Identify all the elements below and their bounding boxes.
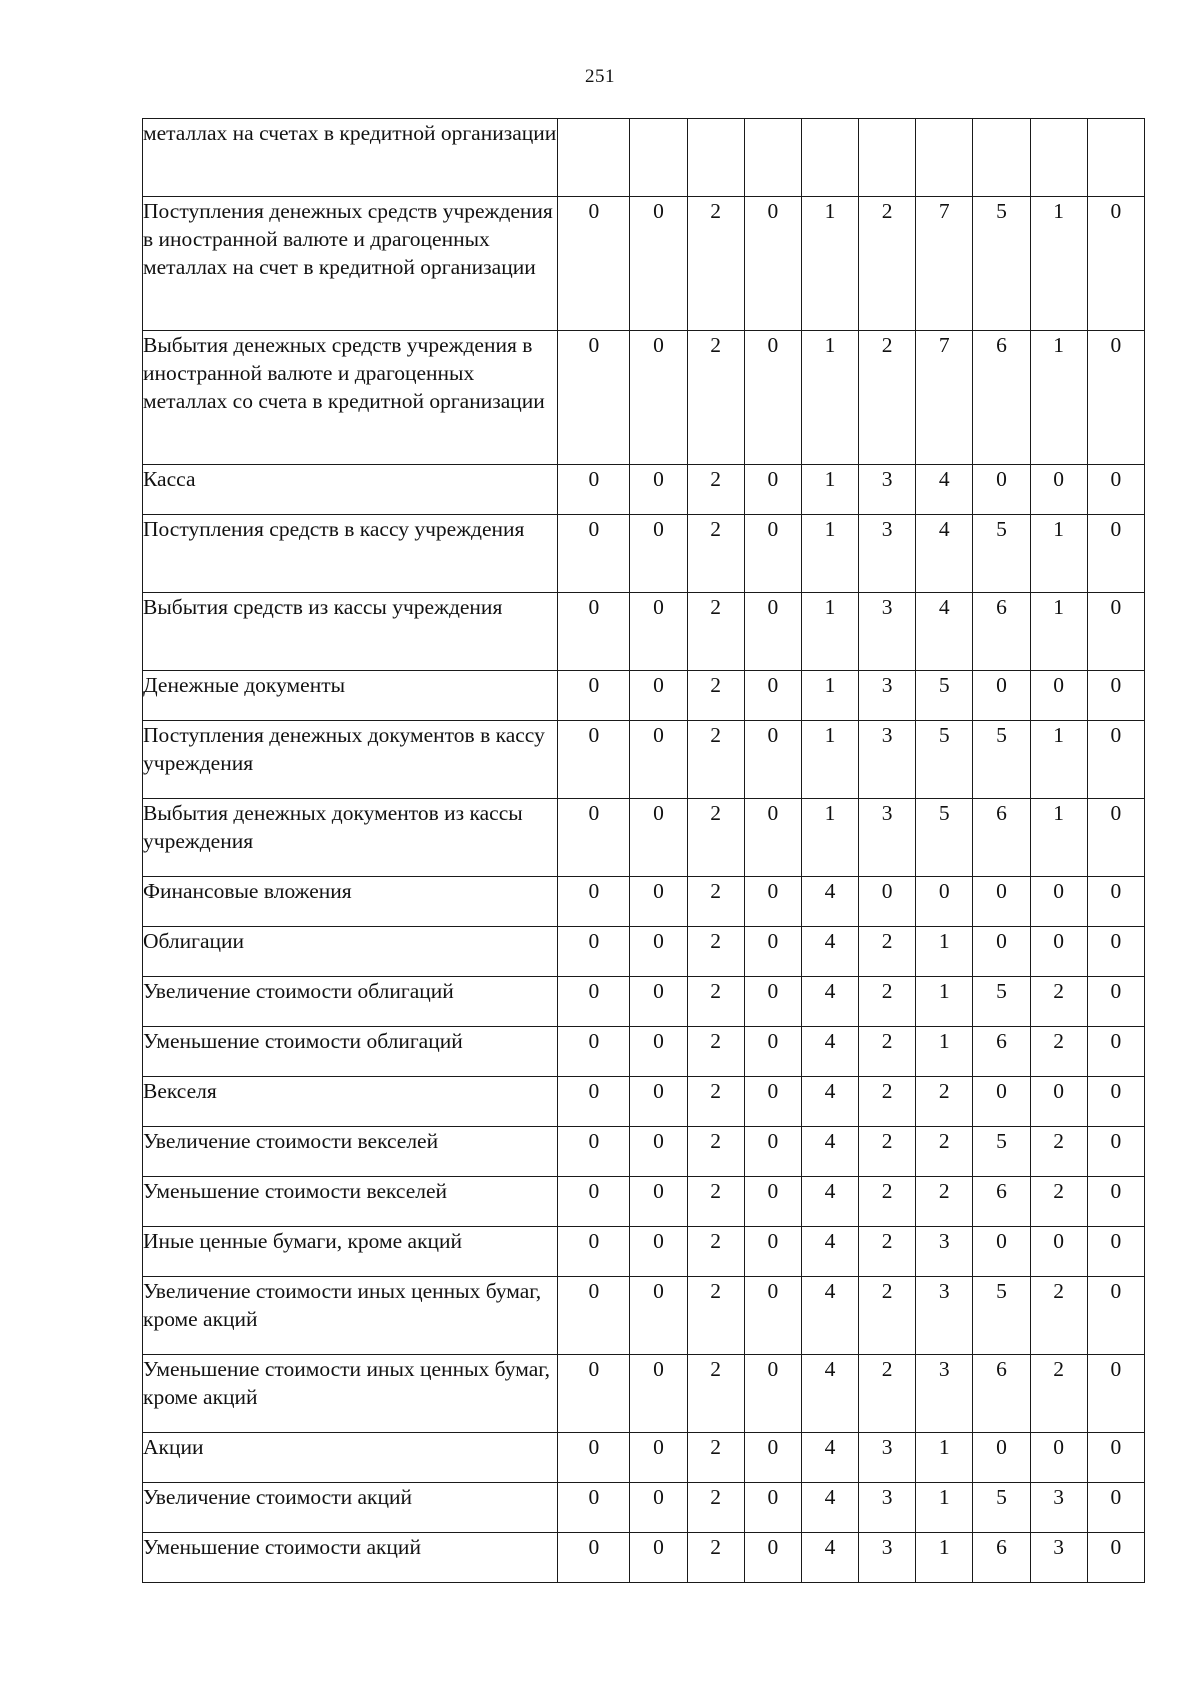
account-code-digit-cell: 0	[1087, 197, 1144, 331]
account-code-digit-cell: 0	[558, 1533, 630, 1583]
account-code-digit-cell: 0	[630, 465, 687, 515]
table-row	[143, 119, 1145, 197]
account-code-digit-cell: 0	[630, 331, 687, 465]
account-code-digit-cell: 0	[744, 197, 801, 331]
account-code-digit-cell: 3	[859, 515, 916, 593]
table-row	[143, 1227, 1145, 1277]
account-code-digit-cell: 0	[744, 1077, 801, 1127]
account-name-cell: Увеличение стоимости облигаций	[143, 977, 558, 1027]
account-code-digit-cell: 3	[916, 1227, 973, 1277]
account-name-cell: Уменьшение стоимости акций	[143, 1533, 558, 1583]
account-code-digit-cell: 0	[558, 1077, 630, 1127]
account-code-digit-cell: 0	[558, 721, 630, 799]
account-code-digit-cell: 4	[801, 1027, 858, 1077]
account-code-digit-cell: 0	[630, 1433, 687, 1483]
account-code-digit-cell	[744, 119, 801, 197]
account-code-digit-cell: 0	[973, 927, 1030, 977]
account-code-digit-cell	[859, 119, 916, 197]
account-code-digit-cell: 2	[859, 1277, 916, 1355]
account-name-cell: Увеличение стоимости иных ценных бумаг, кроме акций	[143, 1277, 558, 1355]
account-code-digit-cell: 0	[1087, 1277, 1144, 1355]
table-row	[143, 877, 1145, 927]
account-code-digit-cell: 7	[916, 197, 973, 331]
account-code-digit-cell: 0	[1030, 877, 1087, 927]
account-code-digit-cell: 4	[801, 927, 858, 977]
account-code-digit-cell: 2	[687, 1277, 744, 1355]
account-code-digit-cell: 4	[916, 593, 973, 671]
account-code-digit-cell: 2	[687, 593, 744, 671]
account-code-digit-cell: 0	[1087, 927, 1144, 977]
account-code-digit-cell: 0	[973, 1433, 1030, 1483]
account-code-digit-cell: 0	[744, 1355, 801, 1433]
account-code-digit-cell: 0	[744, 515, 801, 593]
account-name-cell: Денежные документы	[143, 671, 558, 721]
account-code-digit-cell: 0	[1087, 593, 1144, 671]
account-code-digit-cell: 3	[859, 671, 916, 721]
account-code-digit-cell: 0	[973, 671, 1030, 721]
account-code-digit-cell: 0	[630, 799, 687, 877]
account-code-digit-cell: 2	[687, 721, 744, 799]
account-code-digit-cell: 2	[687, 927, 744, 977]
account-code-digit-cell: 0	[1087, 1027, 1144, 1077]
account-code-digit-cell: 0	[744, 1483, 801, 1533]
account-name-cell: Увеличение стоимости векселей	[143, 1127, 558, 1177]
account-code-digit-cell: 0	[744, 977, 801, 1027]
account-code-digit-cell: 2	[859, 1077, 916, 1127]
account-code-digit-cell: 2	[916, 1077, 973, 1127]
account-code-digit-cell: 0	[1087, 1483, 1144, 1533]
account-code-digit-cell: 0	[744, 1027, 801, 1077]
account-code-digit-cell: 3	[859, 465, 916, 515]
account-name-cell: Уменьшение стоимости облигаций	[143, 1027, 558, 1077]
account-code-digit-cell: 0	[916, 877, 973, 927]
account-code-digit-cell: 0	[744, 927, 801, 977]
account-code-digit-cell: 0	[630, 197, 687, 331]
account-code-digit-cell: 0	[558, 1433, 630, 1483]
account-code-digit-cell: 2	[859, 927, 916, 977]
account-code-digit-cell: 5	[916, 799, 973, 877]
account-code-digit-cell: 0	[1087, 1177, 1144, 1227]
account-code-digit-cell: 0	[973, 1227, 1030, 1277]
account-code-digit-cell: 0	[1087, 721, 1144, 799]
account-code-digit-cell: 0	[630, 927, 687, 977]
account-code-digit-cell: 0	[859, 877, 916, 927]
account-code-digit-cell: 5	[973, 197, 1030, 331]
account-name-cell: Поступления денежных средств учреждения в иностранной валюте и драгоценных металлах на счет в кредитной организации	[143, 197, 558, 331]
account-code-digit-cell: 5	[973, 977, 1030, 1027]
account-code-digit-cell: 0	[744, 1277, 801, 1355]
account-code-digit-cell: 2	[687, 1483, 744, 1533]
account-code-digit-cell: 6	[973, 1027, 1030, 1077]
account-code-digit-cell: 1	[916, 1533, 973, 1583]
table-row	[143, 977, 1145, 1027]
account-code-digit-cell: 2	[859, 977, 916, 1027]
account-name-cell: Уменьшение стоимости иных ценных бумаг, кроме акций	[143, 1355, 558, 1433]
account-code-digit-cell: 4	[801, 1277, 858, 1355]
account-code-digit-cell: 2	[687, 331, 744, 465]
account-code-digit-cell: 2	[687, 1177, 744, 1227]
account-code-digit-cell	[1087, 119, 1144, 197]
account-code-digit-cell: 0	[558, 465, 630, 515]
account-code-digit-cell: 2	[687, 1127, 744, 1177]
account-code-digit-cell: 0	[558, 1277, 630, 1355]
account-code-digit-cell: 2	[687, 671, 744, 721]
account-code-digit-cell: 4	[916, 515, 973, 593]
account-code-digit-cell: 1	[801, 721, 858, 799]
account-code-digit-cell: 2	[859, 1027, 916, 1077]
account-code-digit-cell: 6	[973, 1177, 1030, 1227]
account-code-digit-cell: 3	[859, 799, 916, 877]
account-code-digit-cell: 0	[744, 593, 801, 671]
account-code-digit-cell: 2	[687, 465, 744, 515]
account-code-digit-cell: 0	[1030, 465, 1087, 515]
account-code-digit-cell: 0	[1087, 515, 1144, 593]
account-code-digit-cell: 2	[859, 197, 916, 331]
account-code-digit-cell: 4	[801, 1127, 858, 1177]
account-code-digit-cell: 3	[859, 593, 916, 671]
table-row	[143, 515, 1145, 593]
account-code-digit-cell: 5	[973, 1483, 1030, 1533]
account-name-cell: Выбытия денежных документов из кассы учреждения	[143, 799, 558, 877]
account-code-digit-cell: 6	[973, 331, 1030, 465]
account-code-digit-cell: 0	[1087, 1533, 1144, 1583]
account-code-digit-cell: 7	[916, 331, 973, 465]
account-code-digit-cell: 6	[973, 1355, 1030, 1433]
account-code-digit-cell: 0	[1087, 1433, 1144, 1483]
page-number: 251	[585, 66, 615, 87]
account-code-digit-cell: 4	[801, 1177, 858, 1227]
account-code-digit-cell: 1	[801, 799, 858, 877]
account-code-digit-cell: 4	[801, 1533, 858, 1583]
account-code-digit-cell: 0	[1087, 1127, 1144, 1177]
account-code-digit-cell: 0	[744, 671, 801, 721]
account-code-digit-cell: 2	[687, 799, 744, 877]
account-code-digit-cell: 0	[630, 877, 687, 927]
account-code-digit-cell: 0	[558, 671, 630, 721]
account-code-digit-cell: 0	[1087, 1355, 1144, 1433]
account-code-digit-cell: 2	[916, 1177, 973, 1227]
table-row	[143, 721, 1145, 799]
account-code-digit-cell: 2	[687, 1227, 744, 1277]
account-code-digit-cell	[630, 119, 687, 197]
table-row	[143, 593, 1145, 671]
account-code-digit-cell: 4	[801, 1483, 858, 1533]
account-code-digit-cell: 2	[916, 1127, 973, 1177]
account-code-digit-cell: 1	[801, 515, 858, 593]
table-row	[143, 1127, 1145, 1177]
account-code-digit-cell: 0	[558, 1227, 630, 1277]
account-name-cell: Акции	[143, 1433, 558, 1483]
account-code-digit-cell: 4	[801, 1227, 858, 1277]
account-code-digit-cell: 1	[1030, 593, 1087, 671]
account-name-cell: Поступления денежных документов в кассу учреждения	[143, 721, 558, 799]
account-code-digit-cell: 6	[973, 799, 1030, 877]
account-code-digit-cell: 3	[1030, 1483, 1087, 1533]
account-code-digit-cell: 0	[558, 799, 630, 877]
account-code-digit-cell: 2	[859, 1227, 916, 1277]
account-code-digit-cell: 2	[1030, 1355, 1087, 1433]
table-row	[143, 1177, 1145, 1227]
account-code-digit-cell: 1	[1030, 331, 1087, 465]
account-code-digit-cell: 1	[916, 1433, 973, 1483]
account-code-digit-cell: 3	[859, 1483, 916, 1533]
account-code-digit-cell: 4	[801, 1077, 858, 1127]
account-code-digit-cell: 2	[1030, 1277, 1087, 1355]
account-code-digit-cell: 0	[558, 197, 630, 331]
account-code-digit-cell: 0	[558, 1483, 630, 1533]
account-code-digit-cell: 4	[916, 465, 973, 515]
account-code-digit-cell: 2	[687, 1027, 744, 1077]
account-code-digit-cell: 0	[558, 1177, 630, 1227]
account-code-digit-cell	[973, 119, 1030, 197]
account-code-digit-cell: 5	[973, 1127, 1030, 1177]
account-code-digit-cell: 0	[1030, 1227, 1087, 1277]
account-code-digit-cell: 0	[630, 1027, 687, 1077]
table-row	[143, 927, 1145, 977]
table-row	[143, 465, 1145, 515]
account-code-digit-cell: 0	[1087, 877, 1144, 927]
account-code-digit-cell	[801, 119, 858, 197]
account-code-digit-cell: 3	[859, 721, 916, 799]
account-code-digit-cell: 0	[630, 1127, 687, 1177]
account-code-digit-cell: 0	[630, 1227, 687, 1277]
account-code-digit-cell: 0	[744, 1227, 801, 1277]
account-code-digit-cell: 0	[630, 515, 687, 593]
account-code-digit-cell: 0	[558, 927, 630, 977]
account-code-digit-cell: 0	[630, 1355, 687, 1433]
account-code-digit-cell: 0	[744, 1127, 801, 1177]
account-code-digit-cell: 0	[558, 1355, 630, 1433]
table-row	[143, 1277, 1145, 1355]
account-code-digit-cell: 0	[744, 721, 801, 799]
account-name-cell: Поступления средств в кассу учреждения	[143, 515, 558, 593]
account-code-digit-cell: 3	[1030, 1533, 1087, 1583]
account-code-digit-cell: 5	[973, 721, 1030, 799]
account-code-digit-cell: 0	[1087, 799, 1144, 877]
account-code-digit-cell: 0	[973, 465, 1030, 515]
account-code-digit-cell: 2	[687, 1355, 744, 1433]
account-name-cell: Векселя	[143, 1077, 558, 1127]
table-row	[143, 1027, 1145, 1077]
account-code-digit-cell: 5	[973, 1277, 1030, 1355]
account-code-digit-cell	[558, 119, 630, 197]
account-code-digit-cell: 3	[916, 1355, 973, 1433]
account-code-digit-cell: 2	[687, 977, 744, 1027]
account-code-digit-cell: 2	[1030, 977, 1087, 1027]
account-code-digit-cell: 1	[916, 927, 973, 977]
account-code-digit-cell: 0	[744, 877, 801, 927]
account-code-digit-cell: 0	[744, 331, 801, 465]
account-name-cell: Уменьшение стоимости векселей	[143, 1177, 558, 1227]
account-code-digit-cell: 0	[558, 877, 630, 927]
account-name-cell: Финансовые вложения	[143, 877, 558, 927]
account-code-digit-cell: 0	[1087, 465, 1144, 515]
account-code-digit-cell: 0	[558, 593, 630, 671]
accounts-table	[142, 118, 1145, 1583]
account-code-digit-cell: 6	[973, 1533, 1030, 1583]
account-code-digit-cell: 2	[687, 515, 744, 593]
account-code-digit-cell: 0	[1087, 331, 1144, 465]
account-code-digit-cell: 0	[630, 1277, 687, 1355]
account-code-digit-cell: 0	[1030, 927, 1087, 977]
account-code-digit-cell: 0	[630, 1177, 687, 1227]
account-code-digit-cell: 2	[687, 877, 744, 927]
account-code-digit-cell: 0	[973, 877, 1030, 927]
account-code-digit-cell: 6	[973, 593, 1030, 671]
account-code-digit-cell: 4	[801, 1433, 858, 1483]
account-code-digit-cell: 2	[687, 1077, 744, 1127]
account-code-digit-cell: 0	[630, 1483, 687, 1533]
account-code-digit-cell: 5	[916, 721, 973, 799]
account-code-digit-cell: 0	[630, 1077, 687, 1127]
account-code-digit-cell: 0	[744, 799, 801, 877]
account-code-digit-cell: 1	[801, 593, 858, 671]
account-code-digit-cell	[687, 119, 744, 197]
account-code-digit-cell: 0	[558, 331, 630, 465]
account-name-cell: Касса	[143, 465, 558, 515]
account-code-digit-cell: 1	[1030, 515, 1087, 593]
account-name-cell: Увеличение стоимости акций	[143, 1483, 558, 1533]
account-code-digit-cell: 0	[558, 1127, 630, 1177]
account-code-digit-cell: 1	[1030, 721, 1087, 799]
account-name-cell: металлах на счетах в кредитной организации	[143, 119, 558, 197]
account-code-digit-cell: 0	[630, 721, 687, 799]
account-code-digit-cell	[1030, 119, 1087, 197]
account-code-digit-cell: 1	[801, 465, 858, 515]
account-code-digit-cell: 0	[558, 515, 630, 593]
account-code-digit-cell: 4	[801, 877, 858, 927]
account-code-digit-cell: 3	[859, 1433, 916, 1483]
account-code-digit-cell: 4	[801, 977, 858, 1027]
account-code-digit-cell: 2	[859, 1127, 916, 1177]
table-row	[143, 1355, 1145, 1433]
account-code-digit-cell: 2	[687, 1533, 744, 1583]
account-code-digit-cell: 0	[1087, 977, 1144, 1027]
table-row	[143, 1077, 1145, 1127]
account-code-digit-cell: 0	[744, 1177, 801, 1227]
account-code-digit-cell: 0	[744, 1433, 801, 1483]
account-name-cell: Иные ценные бумаги, кроме акций	[143, 1227, 558, 1277]
account-code-digit-cell: 1	[1030, 799, 1087, 877]
table-row	[143, 1483, 1145, 1533]
account-code-digit-cell: 1	[801, 197, 858, 331]
account-code-digit-cell: 3	[859, 1533, 916, 1583]
account-code-digit-cell: 0	[744, 1533, 801, 1583]
account-code-digit-cell: 4	[801, 1355, 858, 1433]
account-code-digit-cell: 0	[558, 977, 630, 1027]
account-code-digit-cell: 5	[973, 515, 1030, 593]
account-code-digit-cell: 0	[1030, 1433, 1087, 1483]
account-code-digit-cell: 0	[630, 593, 687, 671]
account-code-digit-cell: 2	[859, 1177, 916, 1227]
table-row	[143, 1533, 1145, 1583]
account-code-digit-cell: 0	[630, 977, 687, 1027]
table-row	[143, 671, 1145, 721]
account-code-digit-cell: 0	[630, 1533, 687, 1583]
account-code-digit-cell: 2	[1030, 1127, 1087, 1177]
account-code-digit-cell: 1	[916, 977, 973, 1027]
account-code-digit-cell: 1	[916, 1483, 973, 1533]
account-code-digit-cell: 1	[1030, 197, 1087, 331]
account-code-digit-cell: 5	[916, 671, 973, 721]
account-code-digit-cell: 1	[916, 1027, 973, 1077]
account-code-digit-cell: 0	[744, 465, 801, 515]
table-row	[143, 799, 1145, 877]
account-code-digit-cell: 0	[1087, 1227, 1144, 1277]
account-code-digit-cell: 2	[1030, 1177, 1087, 1227]
account-code-digit-cell: 2	[859, 1355, 916, 1433]
account-code-digit-cell: 2	[859, 331, 916, 465]
account-code-digit-cell: 2	[687, 197, 744, 331]
account-name-cell: Выбытия денежных средств учреждения в иностранной валюте и драгоценных металлах со счета в кредитной организации	[143, 331, 558, 465]
account-code-digit-cell: 2	[687, 1433, 744, 1483]
account-code-digit-cell: 2	[1030, 1027, 1087, 1077]
account-code-digit-cell: 0	[1087, 671, 1144, 721]
account-code-digit-cell: 0	[1087, 1077, 1144, 1127]
account-code-digit-cell: 0	[1030, 671, 1087, 721]
table-row	[143, 197, 1145, 331]
table-body	[143, 119, 1145, 1583]
account-name-cell: Выбытия средств из кассы учреждения	[143, 593, 558, 671]
account-name-cell: Облигации	[143, 927, 558, 977]
account-code-digit-cell	[916, 119, 973, 197]
account-code-digit-cell: 0	[1030, 1077, 1087, 1127]
account-code-digit-cell: 1	[801, 331, 858, 465]
account-code-digit-cell: 0	[558, 1027, 630, 1077]
account-code-digit-cell: 1	[801, 671, 858, 721]
table-row	[143, 331, 1145, 465]
account-code-digit-cell: 0	[973, 1077, 1030, 1127]
account-code-digit-cell: 0	[630, 671, 687, 721]
table-row	[143, 1433, 1145, 1483]
account-code-digit-cell: 3	[916, 1277, 973, 1355]
